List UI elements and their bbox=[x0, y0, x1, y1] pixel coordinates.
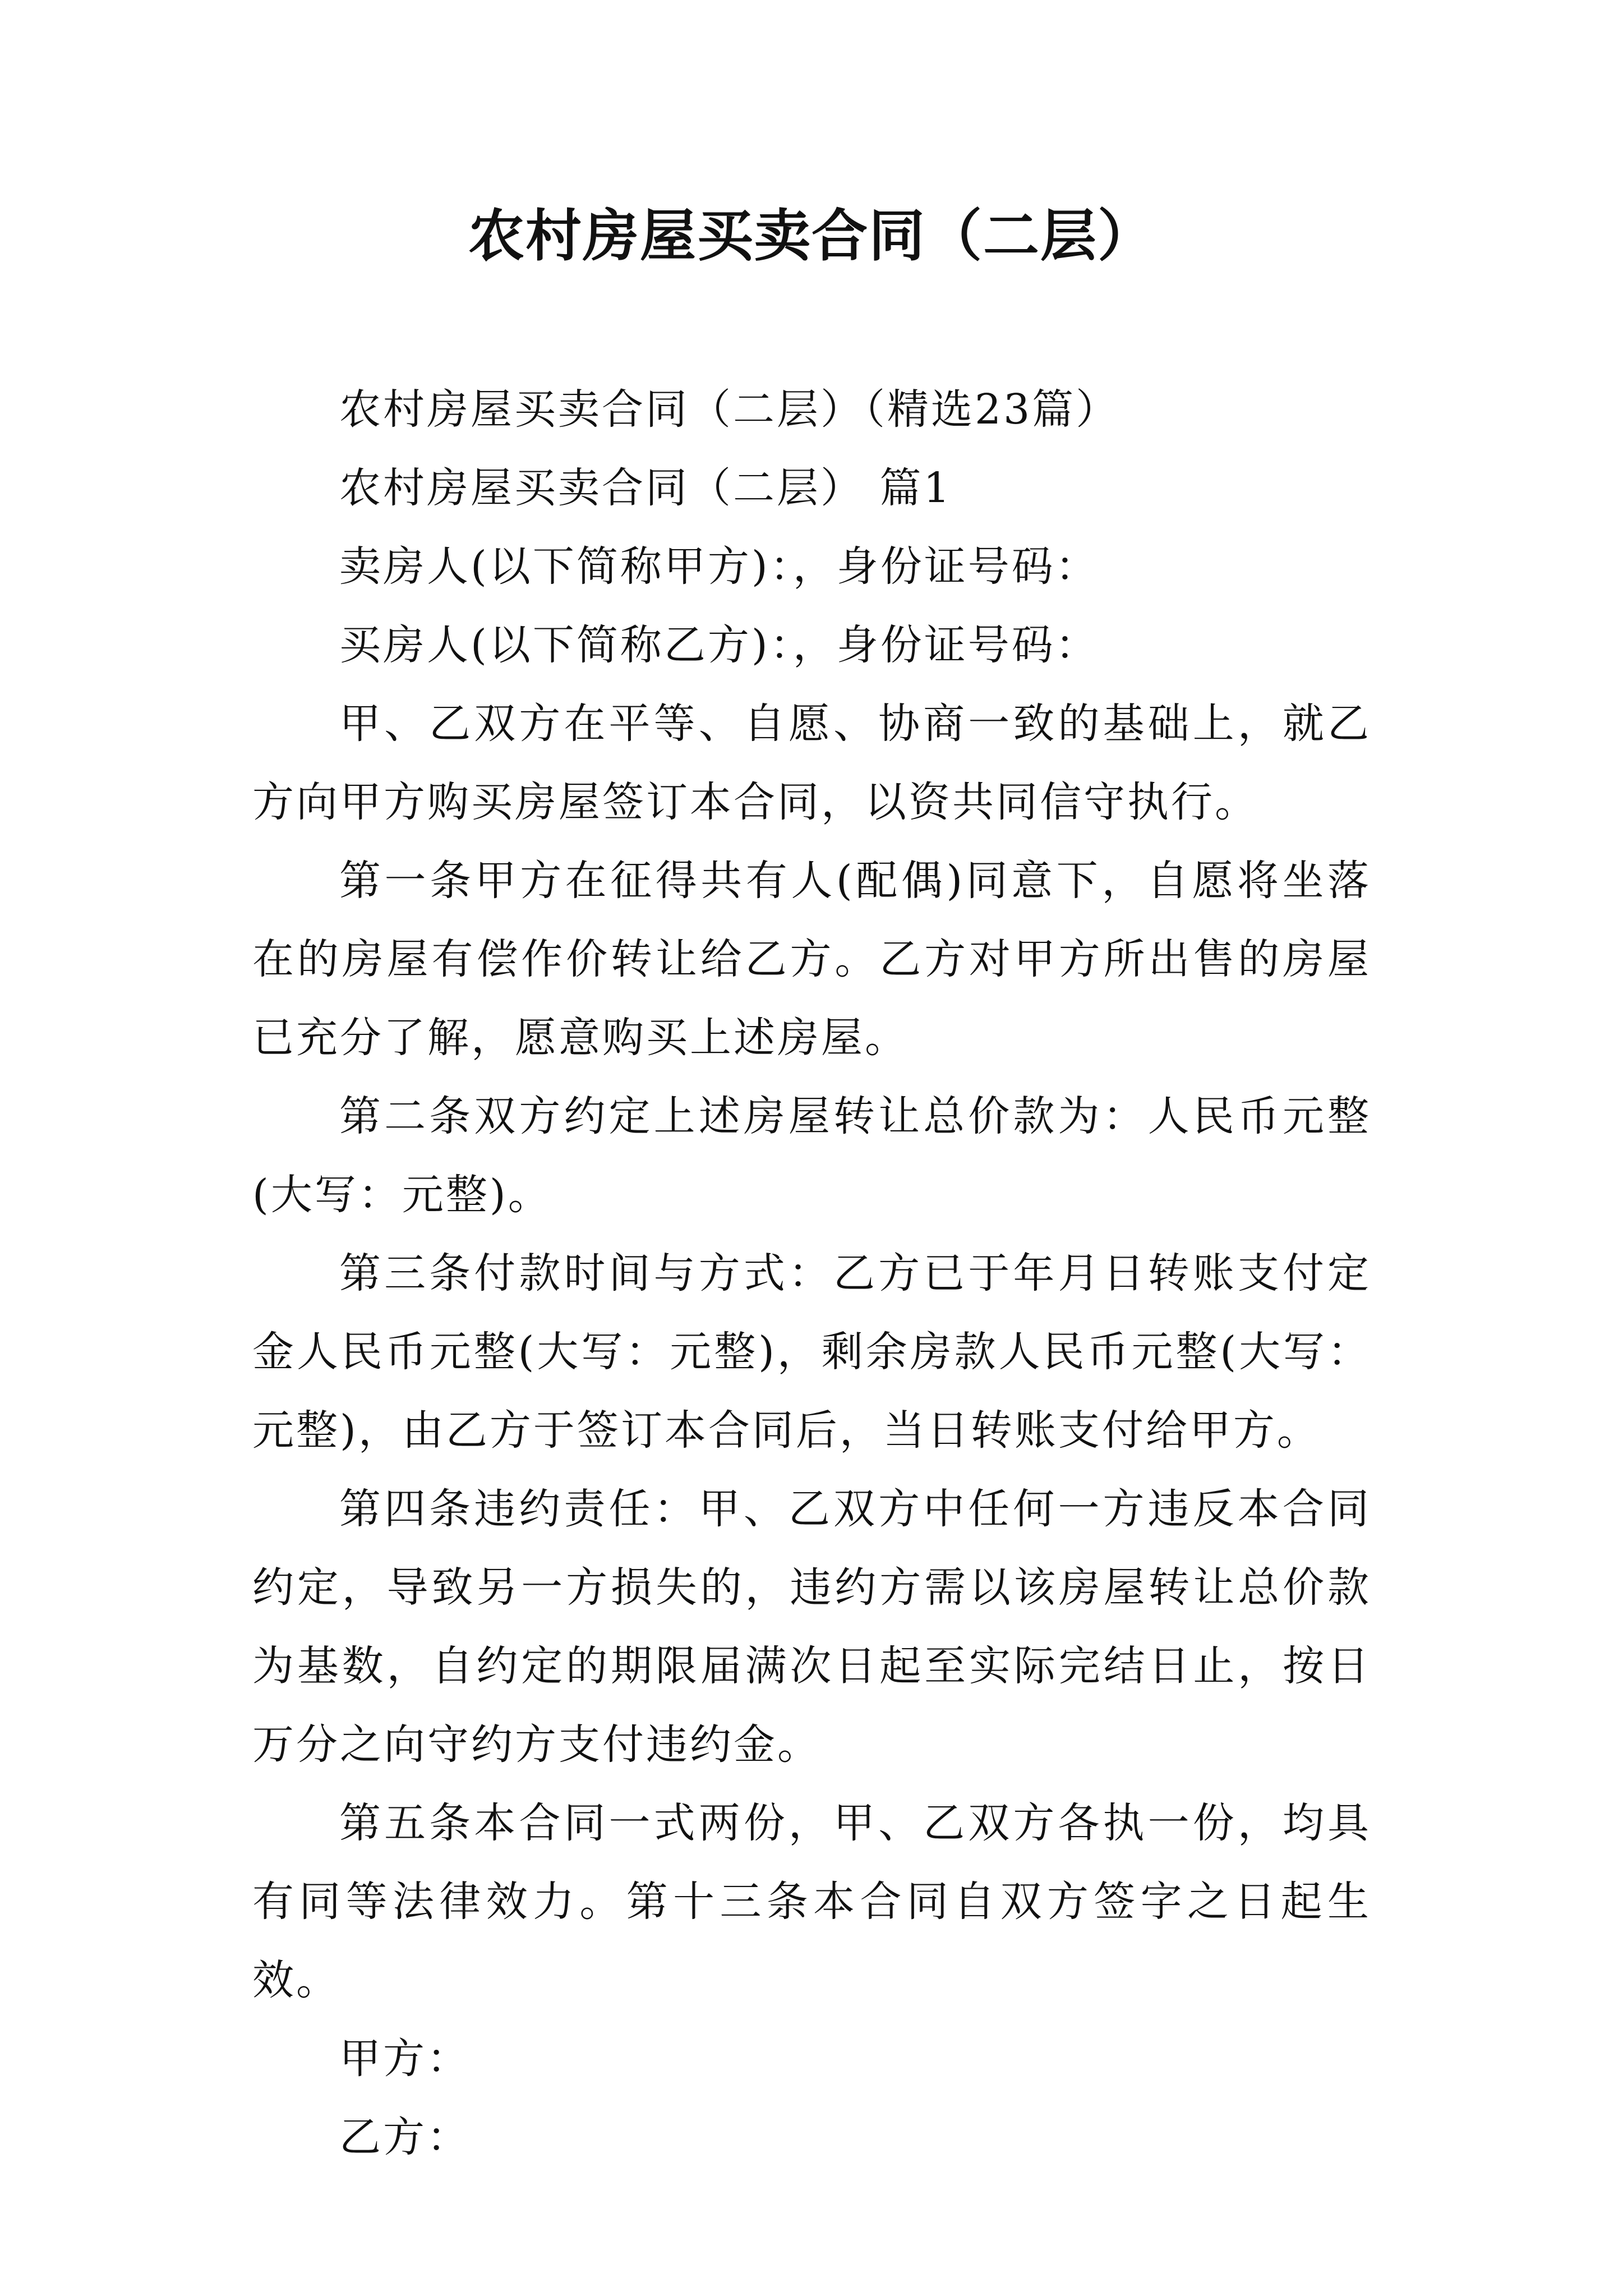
paragraph-part-heading: 农村房屋买卖合同（二层） 篇1 bbox=[339, 464, 952, 512]
document-title: 农村房屋买卖合同（二层） bbox=[468, 203, 1155, 269]
paragraph-selection-heading: 农村房屋买卖合同（二层）（精选23篇） bbox=[339, 385, 1120, 434]
paragraph-buyer: 买房人(以下简称乙方)：，身份证号码： bbox=[339, 621, 1099, 669]
paragraph-article-5: 第五条本合同一式两份，甲、乙双方各执一份，均具有同等法律效力。第十三条本合同自双方签字之日起生效。 bbox=[252, 1799, 1371, 2004]
paragraph-party-b-signature: 乙方： bbox=[339, 2113, 471, 2161]
paragraph-party-a-signature: 甲方： bbox=[339, 2035, 471, 2083]
paragraph-preamble: 甲、乙双方在平等、自愿、协商一致的基础上，就乙方向甲方购买房屋签订本合同，以资共同信守执行。 bbox=[252, 700, 1371, 826]
paragraph-article-3: 第三条付款时间与方式：乙方已于年月日转账支付定金人民币元整(大写：元整)，剩余房款人民币元整(大写：元整)，由乙方于签订本合同后，当日转账支付给甲方。 bbox=[252, 1249, 1371, 1455]
paragraph-seller: 卖房人(以下简称甲方)：，身份证号码： bbox=[339, 542, 1099, 591]
paragraph-article-4: 第四条违约责任：甲、乙双方中任何一方违反本合同约定，导致另一方损失的，违约方需以该房屋转让总价款为基数，自约定的期限届满次日起至实际完结日止，按日万分之向守约方支付违约金。 bbox=[252, 1485, 1371, 1769]
paragraph-article-1: 第一条甲方在征得共有人(配偶)同意下，自愿将坐落在的房屋有偿作价转让给乙方。乙方对甲方所出售的房屋已充分了解，愿意购买上述房屋。 bbox=[252, 857, 1371, 1062]
document-body bbox=[252, 370, 1371, 2177]
paragraph-article-2: 第二条双方约定上述房屋转让总价款为：人民币元整(大写：元整)。 bbox=[252, 1092, 1371, 1219]
